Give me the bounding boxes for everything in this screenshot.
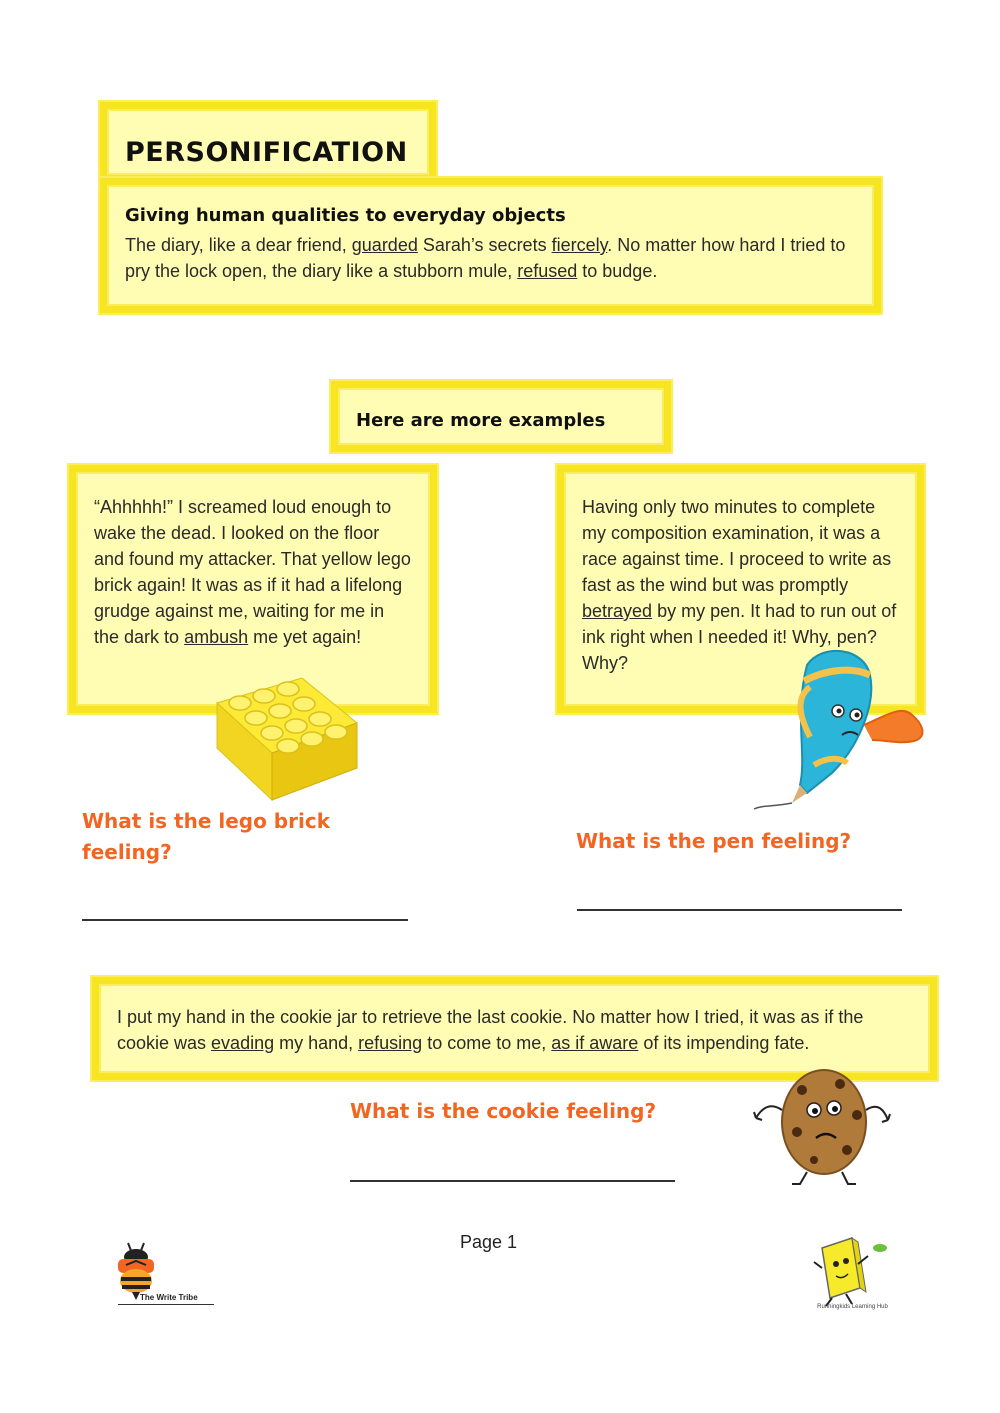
example-cookie-text: I put my hand in the cookie jar to retrieve the last cookie. No matter how I tried, it was as if the cookie was evading my hand, refusing to come to me, as if aware of its impending fate. <box>117 1007 864 1053</box>
example-pen-text: Having only two minutes to complete my composition examination, it was a race against time. I proceed to write as fast as the wind but was promptly betrayed by my pen. It had to run out of ink right when I needed it! Why, pen? Why? <box>582 497 897 673</box>
pen-character-icon <box>752 645 937 810</box>
definition-heading: Giving human qualities to everyday objects <box>125 205 566 226</box>
underlined-word: evading <box>211 1033 275 1053</box>
page-number: Page 1 <box>460 1232 518 1252</box>
write-tribe-logo-text: The Write Tribe <box>140 1293 198 1302</box>
more-examples-label: Here are more examples <box>331 381 671 452</box>
page-title <box>100 102 436 182</box>
cookie-answer-line[interactable] <box>350 1180 675 1182</box>
pen-answer-line[interactable] <box>577 909 902 911</box>
cookie-question: What is the cookie feeling? <box>350 1099 657 1123</box>
pen-question: What is the pen feeling? <box>576 829 852 853</box>
underlined-word: refusing <box>358 1033 423 1053</box>
lego-question: What is the lego brick feeling? <box>82 809 330 864</box>
write-tribe-bee-logo-icon <box>108 1235 168 1300</box>
example-lego-text: “Ahhhhh!” I screamed loud enough to wake the dead. I looked on the floor and found my attacker. That yellow lego brick again! It was as if it had a lifelong grudge against me, waiting for me in the dark to ambush me yet again! <box>94 497 411 647</box>
underlined-word: betrayed <box>582 601 653 621</box>
underlined-word: guarded <box>351 235 418 255</box>
underlined-word: ambush <box>184 627 249 647</box>
underlined-word: refused <box>517 261 578 281</box>
definition-box <box>100 178 881 313</box>
underlined-word: as if aware <box>551 1033 639 1053</box>
logo-underline <box>118 1304 214 1305</box>
learning-hub-logo-text: Runningkids Learning Hub <box>817 1304 888 1310</box>
learning-hub-book-logo-icon <box>812 1228 892 1308</box>
cookie-character-icon <box>752 1060 892 1190</box>
lego-answer-line[interactable] <box>82 919 408 921</box>
page-title-text: PERSONIFICATION <box>125 137 408 168</box>
underlined-word: fiercely <box>551 235 608 255</box>
definition-text: The diary, like a dear friend, guarded Sarah’s secrets fiercely. No matter how hard I tried to pry the lock open, the diary like a stubborn mule, refused to budge. <box>125 235 846 281</box>
lego-brick-icon <box>212 668 362 803</box>
